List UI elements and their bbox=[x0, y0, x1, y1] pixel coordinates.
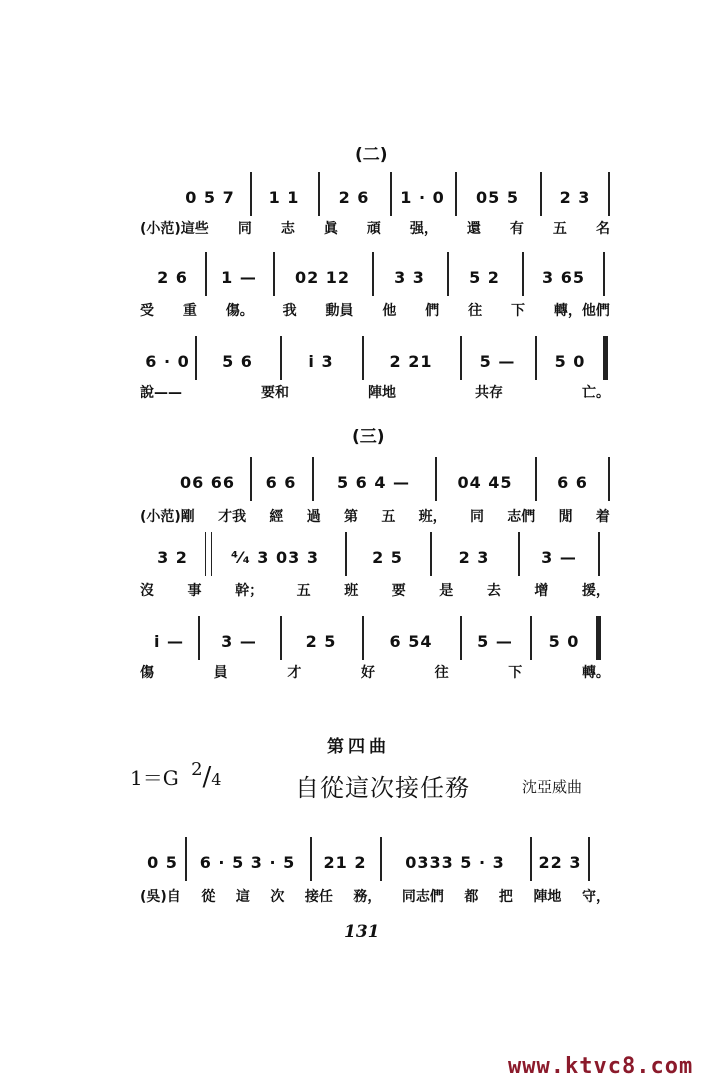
key: 1＝G bbox=[130, 766, 179, 790]
measure: 1 · 0 bbox=[400, 187, 445, 207]
time-numerator: 2 bbox=[191, 759, 203, 780]
measure: 2 3 bbox=[559, 187, 591, 207]
bar-line bbox=[460, 616, 462, 660]
lyric-word: 頑 bbox=[366, 221, 381, 237]
lyric-word: 要和 bbox=[261, 385, 289, 401]
bar-line bbox=[345, 532, 347, 576]
lyric-word: 陣地 bbox=[368, 385, 396, 401]
measure: 1 1 bbox=[268, 187, 300, 207]
bar-line bbox=[310, 837, 312, 881]
lyric-word: 共存 bbox=[475, 385, 503, 401]
measure: 05 5 bbox=[476, 187, 519, 207]
bar-line bbox=[530, 616, 532, 660]
lyric-word: 亡。 bbox=[582, 385, 610, 401]
measure: 5 — bbox=[477, 631, 513, 651]
lyric-word: 志們 bbox=[507, 509, 536, 525]
measure: 2 3 bbox=[458, 547, 490, 567]
lyric-word: 眞 bbox=[323, 221, 338, 237]
composer: 沈亞威曲 bbox=[522, 778, 583, 796]
measure: 2 6 bbox=[157, 267, 188, 287]
lyric-word: 陣地 bbox=[533, 889, 562, 905]
lyric-word: 都 bbox=[464, 889, 479, 905]
lyric-word: 動員 bbox=[325, 303, 354, 319]
final-bar-line bbox=[603, 336, 608, 380]
lyric-word: 名 bbox=[595, 221, 610, 237]
measure: 06 66 bbox=[179, 472, 236, 492]
bar-line bbox=[435, 457, 437, 501]
lyric-word: 第 bbox=[344, 509, 359, 525]
score-system bbox=[0, 342, 710, 382]
bar-line bbox=[198, 616, 200, 660]
measure: 5 0 bbox=[548, 631, 580, 651]
score-system bbox=[0, 622, 710, 662]
score-system bbox=[0, 538, 710, 578]
bar-line bbox=[530, 837, 532, 881]
lyric-word: 傷。 bbox=[225, 303, 254, 319]
measure: 5 0 bbox=[554, 351, 586, 371]
measure: i — bbox=[153, 631, 185, 651]
measure: 2 21 bbox=[389, 351, 433, 371]
measure: 0 5 7 bbox=[185, 187, 235, 207]
bar-line bbox=[312, 457, 314, 501]
lyric-word: (吳)自 bbox=[140, 889, 181, 905]
lyric-word: 才我 bbox=[218, 509, 247, 525]
bar-line bbox=[280, 336, 282, 380]
measure: 02 12 bbox=[294, 267, 351, 287]
lyrics-line bbox=[140, 506, 610, 526]
measure: 5 2 bbox=[469, 267, 500, 287]
lyric-word: 沒 bbox=[140, 583, 154, 599]
lyric-word: 五 bbox=[381, 509, 396, 525]
bar-line bbox=[455, 172, 457, 216]
section-mark-3: (三) bbox=[352, 427, 385, 447]
lyric-word: 受 bbox=[140, 303, 154, 319]
bar-line bbox=[540, 172, 542, 216]
bar-line bbox=[447, 252, 449, 296]
section-mark-2: (二) bbox=[355, 145, 388, 165]
lyric-word: 同志們 bbox=[401, 889, 444, 905]
lyric-word: (小范)剛 bbox=[140, 509, 195, 525]
measure: 5 6 4 — bbox=[336, 472, 411, 492]
bar-line bbox=[205, 532, 212, 576]
bar-line bbox=[522, 252, 524, 296]
measure: 3 — bbox=[221, 631, 257, 651]
measure: 0333 5 · 3 bbox=[405, 852, 505, 872]
score-system bbox=[0, 178, 710, 218]
lyric-word: 員 bbox=[213, 665, 228, 681]
score-system bbox=[0, 258, 710, 298]
measure: 3 2 bbox=[157, 547, 188, 567]
bar-line bbox=[205, 252, 207, 296]
lyrics-line bbox=[140, 662, 610, 682]
lyric-word: 這 bbox=[235, 889, 250, 905]
bar-line bbox=[195, 336, 197, 380]
lyric-word: 着 bbox=[595, 509, 610, 525]
measure: 3 3 bbox=[394, 267, 425, 287]
measure: 21 2 bbox=[323, 852, 367, 872]
measure: 22 3 bbox=[538, 852, 582, 872]
measure: 04 45 bbox=[457, 472, 513, 492]
lyrics-line bbox=[140, 382, 610, 402]
lyric-word: 事 bbox=[187, 583, 202, 599]
lyric-word: 傷 bbox=[140, 665, 154, 681]
lyric-word: 從 bbox=[201, 889, 216, 905]
lyric-word: 幹； bbox=[235, 583, 264, 599]
bar-line bbox=[598, 532, 600, 576]
time-denominator: 4 bbox=[211, 770, 222, 789]
lyric-word: 增 bbox=[534, 583, 549, 599]
lyrics-line bbox=[140, 886, 610, 906]
bar-line bbox=[603, 252, 605, 296]
bar-line bbox=[280, 616, 282, 660]
key-signature: 1＝G 2/4 bbox=[130, 759, 222, 792]
lyric-word: 閒 bbox=[558, 509, 573, 525]
lyric-word: 往 bbox=[468, 303, 483, 319]
lyric-word: 是 bbox=[439, 583, 454, 599]
measure: 5 6 bbox=[222, 351, 253, 371]
lyric-word: 强， bbox=[409, 221, 438, 237]
lyric-word: 往 bbox=[434, 665, 449, 681]
measure: 2 6 bbox=[338, 187, 370, 207]
lyric-word: 去 bbox=[486, 583, 501, 599]
lyric-word: 把 bbox=[498, 889, 513, 905]
final-bar-line bbox=[596, 616, 601, 660]
lyric-word: 有 bbox=[509, 221, 524, 237]
measure: 5 — bbox=[479, 351, 516, 371]
measure: 3 — bbox=[541, 547, 577, 567]
bar-line bbox=[588, 837, 590, 881]
bar-line bbox=[535, 457, 537, 501]
measure: 2 5 bbox=[305, 631, 337, 651]
lyric-word: 好 bbox=[360, 665, 375, 681]
score-system bbox=[0, 843, 710, 883]
measure: 6 6 bbox=[265, 472, 297, 492]
lyric-word: 同 bbox=[469, 509, 484, 525]
lyric-word: 轉。 bbox=[581, 665, 610, 681]
bar-line bbox=[362, 616, 364, 660]
measure: 6 54 bbox=[389, 631, 433, 651]
measure: 3 65 bbox=[542, 267, 585, 287]
lyric-word: 守， bbox=[581, 889, 610, 905]
bar-line bbox=[250, 172, 252, 216]
lyric-word: 同 bbox=[237, 221, 252, 237]
bar-line bbox=[608, 172, 610, 216]
lyrics-line bbox=[140, 218, 610, 238]
lyric-word: 下 bbox=[511, 303, 525, 319]
bar-line bbox=[372, 252, 374, 296]
bar-line bbox=[362, 336, 364, 380]
lyrics-line bbox=[140, 300, 610, 320]
bar-line bbox=[250, 457, 252, 501]
lyric-word: 班， bbox=[418, 509, 447, 525]
lyric-word: 重 bbox=[182, 303, 197, 319]
lyric-word: 轉，他們 bbox=[553, 303, 610, 319]
measure: 6 · 0 bbox=[145, 351, 190, 371]
lyric-word: 志 bbox=[280, 221, 295, 237]
lyric-word: 過 bbox=[306, 509, 321, 525]
score-system bbox=[0, 463, 710, 503]
measure: i 3 bbox=[308, 351, 334, 371]
bar-line bbox=[380, 837, 382, 881]
measure: ⁴⁄₄ 3 03 3 bbox=[231, 547, 319, 567]
bar-line bbox=[518, 532, 520, 576]
lyric-word: 五 bbox=[296, 583, 311, 599]
lyric-word: 他 bbox=[382, 303, 397, 319]
measure: 6 · 5 3 · 5 bbox=[199, 852, 296, 872]
page-number: 131 bbox=[344, 922, 380, 942]
lyrics-line bbox=[140, 580, 610, 600]
bar-line bbox=[608, 457, 610, 501]
lyric-word: 我 bbox=[282, 303, 297, 319]
lyric-word: (小范)這些 bbox=[140, 221, 209, 237]
lyric-word: 要 bbox=[391, 583, 406, 599]
lyric-word: 次 bbox=[270, 889, 285, 905]
measure: 0 5 bbox=[147, 852, 178, 872]
lyric-word: 下 bbox=[508, 665, 523, 681]
bar-line bbox=[390, 172, 392, 216]
watermark: www.ktvc8.com bbox=[508, 1054, 694, 1079]
measure: 6 6 bbox=[557, 472, 588, 492]
bar-line bbox=[460, 336, 462, 380]
lyric-word: 說—— bbox=[140, 385, 182, 401]
lyric-word: 經 bbox=[269, 509, 284, 525]
song-title: 自從這次接任務 bbox=[295, 774, 470, 802]
bar-line bbox=[273, 252, 275, 296]
lyric-word: 還 bbox=[466, 221, 481, 237]
measure: 1 — bbox=[221, 267, 257, 287]
bar-line bbox=[535, 336, 537, 380]
measure: 2 5 bbox=[372, 547, 403, 567]
lyric-word: 務， bbox=[353, 889, 382, 905]
lyric-word: 才 bbox=[287, 665, 302, 681]
bar-line bbox=[430, 532, 432, 576]
lyric-word: 接任 bbox=[304, 889, 333, 905]
lyric-word: 援， bbox=[581, 583, 610, 599]
bar-line bbox=[185, 837, 187, 881]
song-heading: 第四曲 bbox=[327, 737, 390, 757]
lyric-word: 五 bbox=[552, 221, 567, 237]
lyric-word: 們 bbox=[425, 303, 440, 319]
lyric-word: 班 bbox=[344, 583, 359, 599]
bar-line bbox=[318, 172, 320, 216]
